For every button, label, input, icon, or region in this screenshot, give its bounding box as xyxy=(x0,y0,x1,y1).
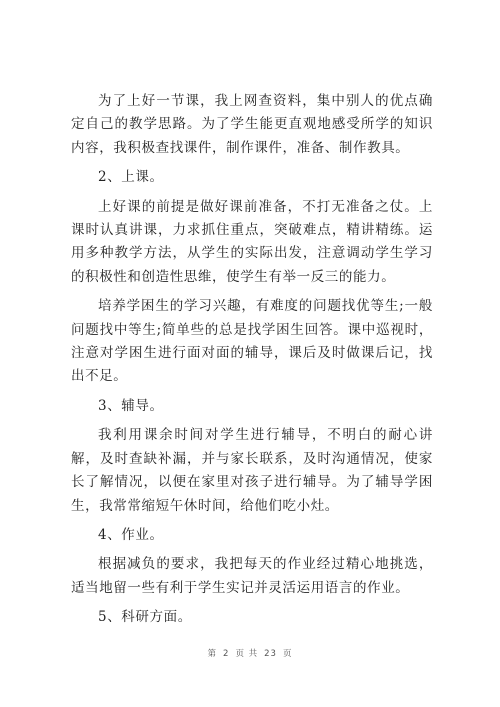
paragraph: 我利用课余时间对学生进行辅导，不明白的耐心讲解，及时查缺补漏，并与家长联系，及时沟通情况，使家长了解情况，以便在家里对孩子进行辅导。为了辅导学困生，我常常缩短午休时间，给他们吃小灶。 xyxy=(71,427,433,514)
page-label-prefix: 第 xyxy=(207,649,218,659)
section-heading: 5、科研方面。 xyxy=(98,609,192,626)
section-heading: 3、辅导。 xyxy=(98,397,164,414)
paragraph: 上好课的前提是做好课前准备，不打无准备之仗。上课时认真讲课，力求抓住重点，突破难点，精讲精练。运用多种教学方法，从学生的实际出发，注意调动学生学习的积极性和创造性思维，使学生有举一反三的能力。 xyxy=(71,198,433,285)
paragraph: 为了上好一节课，我上网查资料，集中别人的优点确定自己的教学思路。为了学生能更直观地感受所学的知识内容，我积极查找课件，制作课件，准备、制作教具。 xyxy=(71,93,433,156)
page-footer xyxy=(0,647,500,659)
paragraph: 根据减负的要求，我把每天的作业经过精心地挑选，适当地留一些有利于学生实记并灵活运用语言的作业。 xyxy=(71,556,433,596)
total-pages: 23 xyxy=(264,649,277,659)
document-body xyxy=(71,90,433,636)
section-heading: 4、作业。 xyxy=(98,526,164,543)
page-label-mid: 页 共 xyxy=(235,649,259,659)
section-heading: 2、上课。 xyxy=(98,169,164,186)
page-number: 2 xyxy=(223,649,230,659)
paragraph: 培养学困生的学习兴趣，有难度的问题找优等生;一般问题找中等生;简单些的总是找学困生回答。课中巡视时，注意对学困生进行面对面的辅导，课后及时做课后记，找出不足。 xyxy=(71,298,433,385)
page-label-suffix: 页 xyxy=(282,649,293,659)
